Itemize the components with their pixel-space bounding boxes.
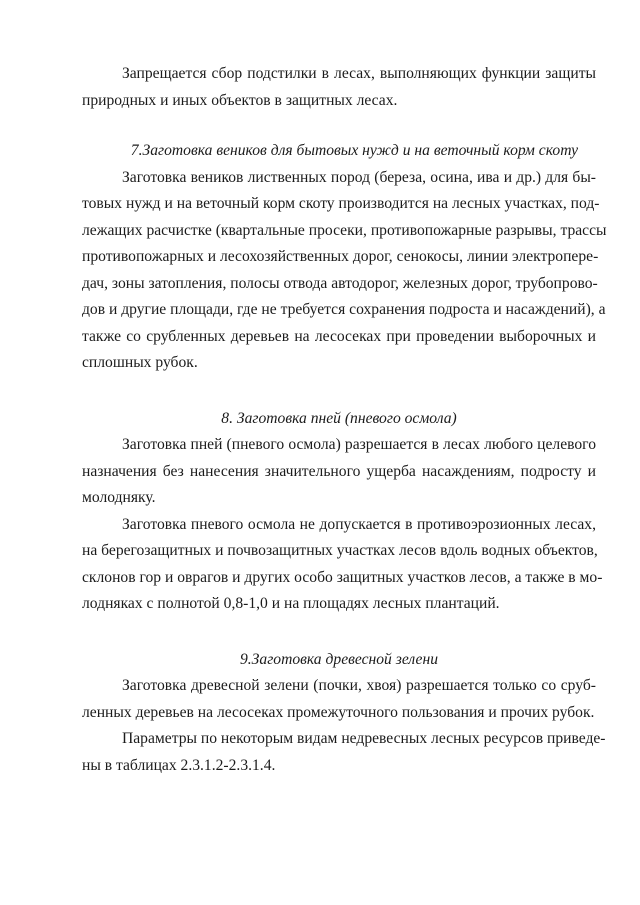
- section-heading-7: 7.Заготовка веников для бытовых нужд и на веточный корм скоту: [130, 142, 578, 159]
- paragraph-8-1: [82, 432, 596, 512]
- section-heading-8: 8. Заготовка пней (пневого осмола): [221, 409, 457, 427]
- text-line: дов и другие площади, где не требуется сохранения подроста и насаждений), а: [82, 301, 606, 318]
- text-line: склонов гор и оврагов и других особо защитных участков лесов, а также в мо-: [82, 568, 603, 586]
- text-line: назначения без нанесения значительного ущерба насаждениям, подросту и: [82, 462, 596, 480]
- document-body: [82, 61, 607, 779]
- paragraph-9-2: [82, 726, 606, 779]
- text-line: на берегозащитных и почвозащитных участках лесов вдоль водных объектов,: [82, 542, 598, 559]
- paragraph-intro: [82, 61, 596, 114]
- text-line: молодняку.: [82, 489, 156, 506]
- text-line: также со срубленных деревьев на лесосеках при проведении выборочных и: [82, 327, 596, 345]
- text-line: природных и иных объектов в защитных лесах.: [82, 91, 398, 109]
- paragraph-8-2: [82, 512, 603, 618]
- paragraph-7-1: [82, 165, 607, 377]
- text-line: Параметры по некоторым видам недревесных лесных ресурсов приведе-: [122, 730, 606, 747]
- text-line: лежащих расчистке (квартальные просеки, противопожарные разрывы, трассы: [82, 221, 607, 239]
- text-line: Заготовка пней (пневого осмола) разрешается в лесах любого целевого: [122, 436, 596, 453]
- text-line: противопожарных и лесохозяйственных дорог, сенокосы, линии электропере-: [82, 248, 599, 265]
- text-line: лодняках с полнотой 0,8-1,0 и на площадях лесных плантаций.: [82, 595, 500, 612]
- paragraph-9-1: [82, 673, 596, 726]
- text-line: сплошных рубок.: [82, 354, 198, 371]
- text-line: Заготовка древесной зелени (почки, хвоя) разрешается только со сруб-: [122, 677, 596, 694]
- text-line: Заготовка веников лиственных пород (береза, осина, ива и др.) для бы-: [122, 168, 596, 186]
- text-line: ленных деревьев на лесосеках промежуточного пользования и прочих рубок.: [82, 703, 595, 721]
- text-line: Запрещается сбор подстилки в лесах, выполняющих функции защиты: [122, 65, 596, 82]
- text-line: ны в таблицах 2.3.1.2-2.3.1.4.: [82, 756, 276, 774]
- section-heading-9: 9.Заготовка древесной зелени: [239, 650, 439, 668]
- text-line: товых нужд и на веточный корм скоту производится на лесных участках, под-: [82, 195, 600, 212]
- text-line: Заготовка пневого осмола не допускается в противоэрозионных лесах,: [122, 515, 596, 533]
- text-line: дач, зоны затопления, полосы отвода автодорог, железных дорог, трубопрово-: [82, 274, 598, 292]
